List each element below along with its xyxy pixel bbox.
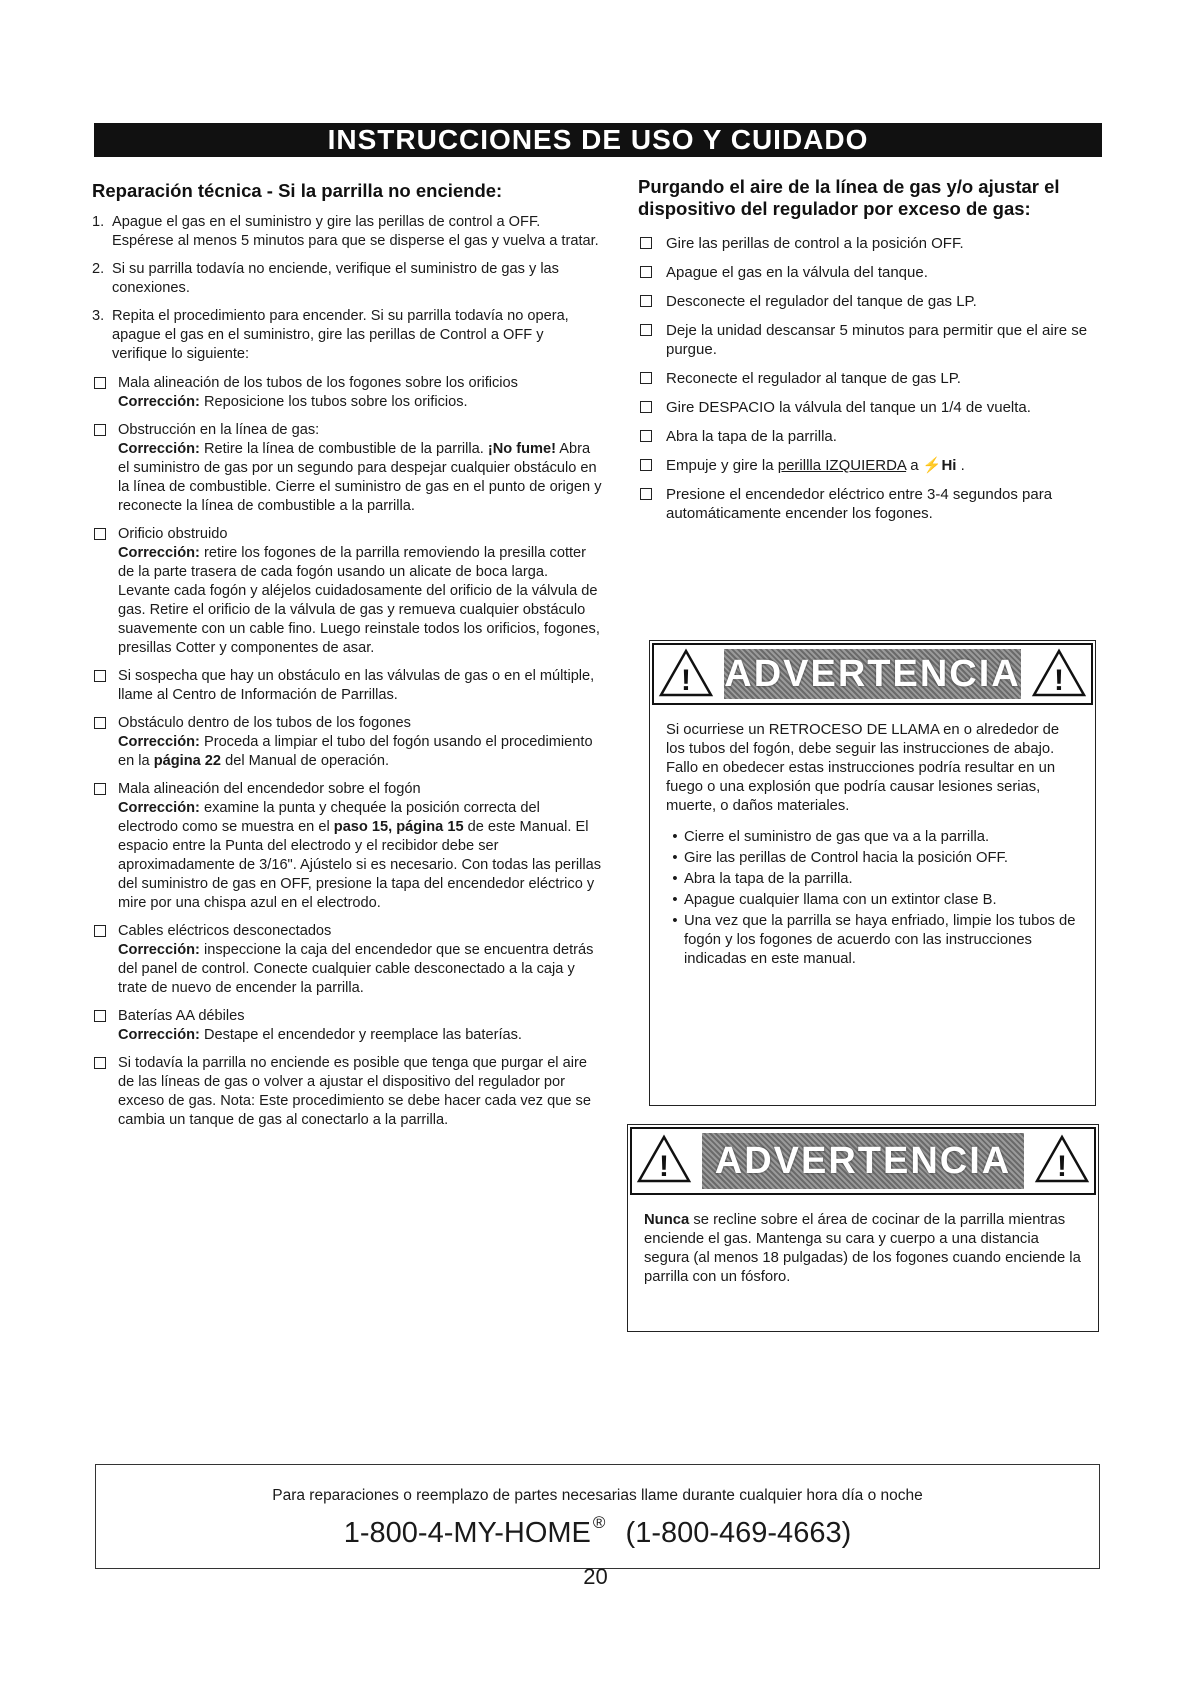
warning-bullet: • Abra la tapa de la parrilla. [672, 871, 853, 887]
purge-step: Apague el gas en la válvula del tanque. [638, 263, 1103, 282]
svg-text:!: ! [681, 664, 691, 697]
checkbox-icon [94, 783, 106, 795]
step-item: 2. Si su parrilla todavía no enciende, verifique el suministro de gas y las conexiones. [92, 261, 559, 296]
purge-steps [638, 234, 1103, 523]
service-footer-text: Para reparaciones o reemplazo de partes necesarias llame durante cualquier hora día o noche [272, 1487, 923, 1504]
warning-bullet: • Apague cualquier llama con un extintor clase B. [672, 892, 997, 908]
warning-text: Nunca se recline sobre el área de cocinar de la parrilla mientras enciende el gas. Mantenga su cara y cuerpo a una distancia segura (al menos 18 pulgadas) de los fogones cuando enciende la parrilla con un fósforo. [644, 1212, 1081, 1285]
check-item: Mala alineación de los tubos de los fogones sobre los orificios Corrección: Reposicione los tubos sobre los orificios. [92, 374, 602, 412]
check-item: Si todavía la parrilla no enciende es posible que tenga que purgar el aire de las líneas de gas o volver a ajustar el dispositivo del regulador por exceso de gas. Nota: Este procedimiento se debe hacer cada vez que se cambia un tanque de gas al conectarlo a la parrilla. [92, 1054, 602, 1130]
page-banner: INSTRUCCIONES DE USO Y CUIDADO [94, 123, 1102, 157]
troubleshooting-section [92, 180, 602, 1139]
check-item: Obstáculo dentro de los tubos de los fogones Corrección: Proceda a limpiar el tubo del fogón usando el procedimiento en la página 22 del Manual de operación. [92, 714, 602, 771]
checkbox-icon [640, 401, 652, 413]
checkbox-icon [94, 717, 106, 729]
warning-triangle-icon [1031, 648, 1087, 698]
warning-box-lean [627, 1124, 1099, 1332]
checkbox-icon [640, 488, 652, 500]
warning-triangle-icon [658, 648, 714, 698]
purge-step: Desconecte el regulador del tanque de gas LP. [638, 292, 1103, 311]
warning-bullet: • Cierre el suministro de gas que va a la parrilla. [672, 829, 990, 845]
warning-header [652, 643, 1093, 705]
checkbox-icon [94, 670, 106, 682]
checkbox-icon [94, 377, 106, 389]
svg-text:!: ! [1054, 664, 1064, 697]
step-item: 3. Repita el procedimiento para encender. Si su parrilla todavía no opera, apague el gas en el suministro, gire las perillas de Control a OFF y verifique lo siguiente: [92, 308, 569, 362]
checkbox-icon [640, 459, 652, 471]
purge-step: Deje la unidad descansar 5 minutos para permitir que el aire se purgue. [638, 321, 1103, 359]
svg-text:!: ! [659, 1150, 669, 1183]
purge-step: Gire DESPACIO la válvula del tanque un 1/4 de vuelta. [638, 398, 1103, 417]
checkbox-icon [640, 266, 652, 278]
purge-step: Empuje y gire la perillla IZQUIERDA a ⚡Hi . [638, 456, 1103, 475]
purge-step: Gire las perillas de control a la posición OFF. [638, 234, 1103, 253]
purge-step: Reconecte el regulador al tanque de gas LP. [638, 369, 1103, 388]
checkbox-icon [640, 372, 652, 384]
warning-intro: Si ocurriese un RETROCESO DE LLAMA en o alrededor de los tubos del fogón, debe seguir las instrucciones de abajo. Fallo en obedecer estas instrucciones podría resultar en un fuego o una explosión que podría causar lesiones serias, muerte, o daños materiales. [666, 722, 1060, 814]
checkbox-icon [640, 295, 652, 307]
service-phone: 1-800-4-MY-HOME ® (1-800-469-4663) [343, 1513, 852, 1549]
registered-mark: ® [592, 1513, 606, 1532]
purge-step: Abra la tapa de la parrilla. [638, 427, 1103, 446]
check-item: Si sospecha que hay un obstáculo en las válvulas de gas o en el múltiple, llame al Centro de Información de Parrillas. [92, 667, 602, 705]
check-item: Obstrucción en la línea de gas: Corrección: Retire la línea de combustible de la parrilla. ¡No fume! Abra el suministro de gas por un segundo para despejar cualquier obstáculo en la línea de combustible. Cierre el suministro de gas en el punto de origen y reconecte la línea de combustible a la parrilla. [92, 421, 602, 516]
check-item: Baterías AA débiles Corrección: Destape el encendedor y reemplace las baterías. [92, 1007, 602, 1045]
svg-text:!: ! [1057, 1150, 1067, 1183]
checkbox-icon [94, 1010, 106, 1022]
checkbox-icon [640, 430, 652, 442]
warning-header-band: ADVERTENCIA [702, 1133, 1024, 1189]
warning-triangle-icon [1034, 1134, 1090, 1184]
warning-box-flashback [649, 640, 1096, 1106]
purge-section [638, 176, 1103, 533]
checkbox-icon [94, 528, 106, 540]
check-item: Mala alineación del encendedor sobre el fogón Corrección: examine la punta y chequée la posición correcta del electrodo como se muestra en el paso 15, página 15 de este Manual. El espacio entre la Punta del electrodo y el recibidor debe ser aproximadamente de 3/16". Ajústelo si es necesario. Con todas las perillas del suministro de gas en OFF, presione la tapa del encendedor eléctrico y mire por una chispa azul en el electrodo. [92, 780, 602, 913]
step-item: 1. Apague el gas en el suministro y gire las perillas de control a OFF. Espérese al menos 5 minutos para que se disperse el gas y vuelva a tratar. [92, 214, 599, 249]
service-footer-box [95, 1464, 1100, 1569]
checkbox-icon [94, 925, 106, 937]
purge-step: Presione el encendedor eléctrico entre 3-4 segundos para automáticamente encender los fogones. [638, 485, 1103, 523]
warning-header [630, 1127, 1096, 1195]
check-item: Orificio obstruido Corrección: retire los fogones de la parrilla removiendo la presilla cotter de la parte trasera de cada fogón usando un alicate de boca larga. Levante cada fogón y aléjelos cuidadosamente del orificio de la válvula de gas. Retire el orificio de la válvula de gas y remueva cualquier obstáculo suavemente con un cable fino. Luego reinstale todos los orificios, fogones, presillas Cotter y componentes de asar. [92, 525, 602, 658]
checkbox-icon [640, 237, 652, 249]
warning-triangle-icon [636, 1134, 692, 1184]
troubleshooting-title: Reparación técnica - Si la parrilla no enciende: [92, 180, 503, 201]
checkbox-icon [94, 1057, 106, 1069]
check-item: Cables eléctricos desconectados Corrección: inspeccione la caja del encendedor que se encuentra detrás del panel de control. Conecte cualquier cable desconectado a la caja y trate de nuevo de encender la parrilla. [92, 922, 602, 998]
page-number: 20 [583, 1564, 608, 1589]
warning-bullet: • Una vez que la parrilla se haya enfriado, limpie los tubos de fogón y los fogones de acuerdo con las instrucciones indicadas en este manual. [672, 913, 1076, 967]
warning-header-band: ADVERTENCIA [724, 649, 1021, 699]
hi-ignition-symbol: ⚡Hi [922, 457, 957, 474]
warning-bullet: • Gire las perillas de Control hacia la posición OFF. [672, 850, 1009, 866]
checkbox-icon [94, 424, 106, 436]
purge-title: Purgando el aire de la línea de gas y/o ajustar el dispositivo del regulador por exceso de gas: [638, 176, 1060, 219]
checkbox-icon [640, 324, 652, 336]
